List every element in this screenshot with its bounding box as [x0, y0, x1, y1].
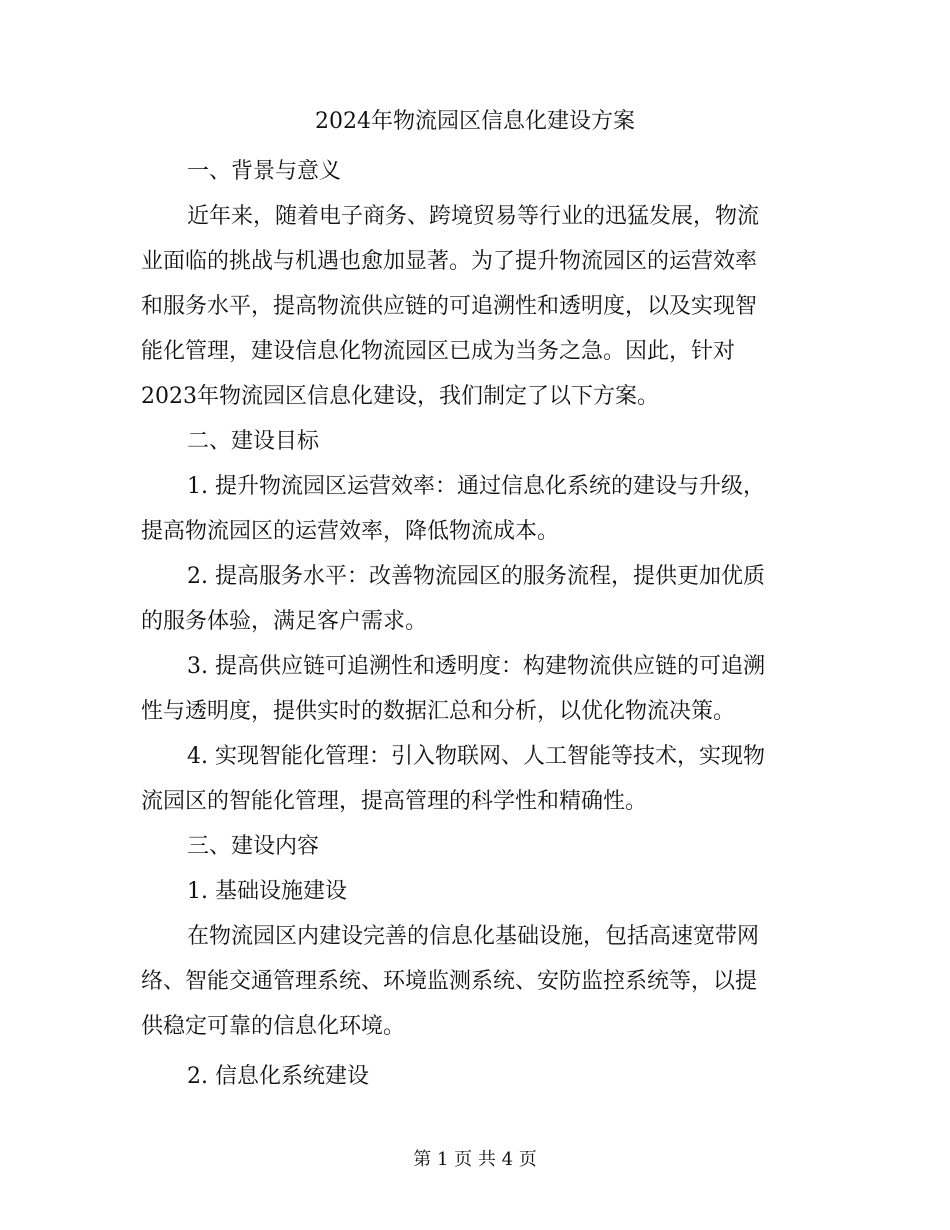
section-heading-goals: 二、建设目标: [187, 429, 320, 454]
list-item-line: 3. 提高供应链可追溯性和透明度：构建物流供应链的可追溯: [187, 654, 765, 679]
subsection-heading: 2. 信息化系统建设: [187, 1064, 369, 1089]
paragraph-line: 2023年物流园区信息化建设，我们制定了以下方案。: [141, 384, 659, 409]
paragraph-line: 络、智能交通管理系统、环境监测系统、安防监控系统等，以提: [141, 969, 758, 994]
list-item-line: 2. 提高服务水平：改善物流园区的服务流程，提供更加优质: [187, 564, 765, 589]
section-heading-background: 一、背景与意义: [187, 159, 342, 184]
paragraph-line: 和服务水平，提高物流供应链的可追溯性和透明度，以及实现智: [141, 294, 758, 319]
list-item-line: 4. 实现智能化管理：引入物联网、人工智能等技术，实现物: [187, 744, 765, 769]
page-number-footer: 第 1 页 共 4 页: [413, 1149, 537, 1170]
section-heading-content: 三、建设内容: [187, 834, 320, 859]
list-item-line: 提高物流园区的运营效率，降低物流成本。: [141, 519, 560, 544]
list-item-line: 流园区的智能化管理，提高管理的科学性和精确性。: [141, 789, 648, 814]
paragraph-line: 在物流园区内建设完善的信息化基础设施，包括高速宽带网: [187, 924, 760, 949]
list-item-line: 性与透明度，提供实时的数据汇总和分析，以优化物流决策。: [141, 699, 736, 724]
document-title: 2024年物流园区信息化建设方案: [315, 109, 635, 134]
subsection-heading: 1. 基础设施建设: [187, 879, 347, 904]
paragraph-line: 能化管理，建设信息化物流园区已成为当务之急。因此，针对: [141, 339, 736, 364]
paragraph-line: 业面临的挑战与机遇也愈加显著。为了提升物流园区的运营效率: [141, 249, 758, 274]
list-item-line: 1. 提升物流园区运营效率：通过信息化系统的建设与升级，: [187, 474, 765, 499]
list-item-line: 的服务体验，满足客户需求。: [141, 609, 428, 634]
paragraph-line: 近年来，随着电子商务、跨境贸易等行业的迅猛发展，物流: [187, 204, 760, 229]
paragraph-line: 供稳定可靠的信息化环境。: [141, 1014, 406, 1039]
